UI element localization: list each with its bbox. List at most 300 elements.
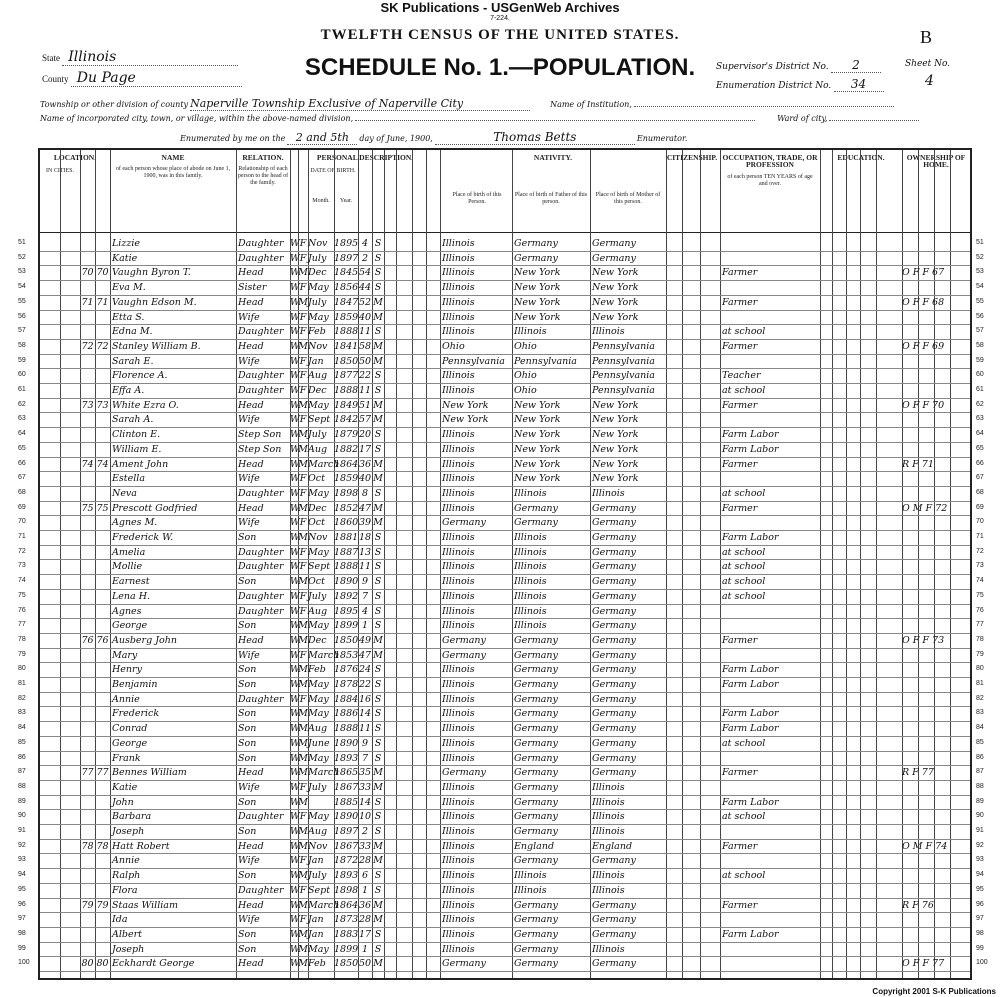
relation-cell: Wife — [238, 311, 260, 323]
enumerated-field — [180, 130, 687, 145]
mother-birthplace-cell: Germany — [592, 737, 636, 749]
relation-cell: Son — [238, 796, 257, 808]
month-cell: March — [308, 899, 340, 911]
marital-cell: S — [374, 928, 382, 940]
col-in-cities: IN CITIES. — [46, 168, 74, 174]
marital-cell: S — [374, 267, 382, 279]
line-number-right: 61 — [976, 386, 984, 393]
name-cell: Frank — [112, 752, 141, 764]
line-number-right: 75 — [976, 591, 984, 599]
line-number: 75 — [18, 591, 26, 599]
sex-cell: F — [299, 693, 307, 705]
relation-cell: Daughter — [238, 884, 284, 896]
marital-cell: M — [373, 517, 383, 529]
col-occupation: OCCUPATION, TRADE, OR PROFESSION — [722, 153, 818, 169]
name-cell: Edna M. — [112, 326, 153, 338]
birthplace-cell: Illinois — [442, 840, 475, 852]
marital-cell: S — [374, 532, 382, 543]
mother-birthplace-cell: New York — [592, 296, 639, 308]
color-cell: W — [290, 576, 300, 588]
birthplace-cell: Illinois — [442, 928, 475, 940]
year-cell: 1883 — [334, 928, 359, 940]
table-row — [40, 487, 970, 500]
month-cell: Oct — [308, 517, 325, 529]
sex-cell: F — [299, 385, 307, 396]
line-number-right: 58 — [976, 341, 984, 349]
family-cell: 72 — [96, 340, 109, 352]
month-cell: July — [308, 252, 327, 264]
age-cell: 7 — [361, 590, 369, 602]
birthplace-cell: Illinois — [442, 708, 475, 720]
relation-cell: Daughter — [238, 252, 284, 264]
sex-cell: M — [298, 899, 308, 911]
sex-cell: M — [298, 458, 308, 470]
color-cell: W — [290, 473, 300, 485]
marital-cell: S — [374, 487, 382, 499]
age-cell: 51 — [358, 399, 372, 411]
line-number-right: 52 — [976, 253, 984, 261]
sex-cell: F — [299, 781, 307, 793]
table-row — [40, 546, 970, 559]
line-number-right: 90 — [976, 812, 984, 820]
ownership-cell: O F F 73 — [902, 634, 945, 646]
line-number-right: 91 — [976, 827, 984, 834]
line-number-right: 59 — [976, 356, 984, 364]
occupation-cell: at school — [722, 737, 766, 749]
copyright-notice: Copyright 2001 S-K Publications — [872, 987, 996, 996]
line-number: 91 — [18, 827, 26, 834]
table-row — [40, 340, 970, 353]
name-cell: Joseph — [112, 943, 145, 955]
year-cell: 1867 — [334, 840, 359, 852]
birthplace-cell: Illinois — [442, 370, 475, 382]
sex-cell: F — [299, 487, 307, 499]
sheet-value: 4 — [925, 73, 934, 89]
sex-cell: F — [299, 649, 307, 661]
name-cell: Staas William — [112, 899, 178, 911]
relation-cell: Son — [238, 928, 257, 940]
occupation-cell: Teacher — [722, 370, 761, 382]
mother-birthplace-cell: Germany — [592, 664, 636, 676]
relation-cell: Head — [238, 634, 264, 646]
age-cell: 1 — [361, 620, 369, 632]
month-cell: May — [308, 679, 329, 690]
mother-birthplace-cell: Germany — [592, 546, 636, 558]
year-cell: 1850 — [334, 958, 359, 970]
age-cell: 17 — [358, 928, 372, 940]
line-number: 84 — [18, 724, 26, 732]
table-row — [40, 296, 970, 309]
year-cell: 1865 — [334, 767, 359, 779]
line-number: 53 — [18, 268, 26, 276]
father-birthplace-cell: Ohio — [514, 385, 537, 396]
line-number-right: 78 — [976, 635, 984, 643]
mother-birthplace-cell: Germany — [592, 723, 636, 735]
mother-birthplace-cell: New York — [592, 443, 639, 455]
name-cell: Ament John — [112, 458, 169, 470]
relation-cell: Step Son — [238, 429, 282, 441]
month-cell: Nov — [308, 532, 328, 543]
sex-cell: F — [299, 238, 307, 249]
table-row — [40, 590, 970, 603]
line-number: 97 — [18, 915, 26, 923]
age-cell: 1 — [361, 884, 369, 896]
color-cell: W — [290, 546, 300, 558]
birthplace-cell: Germany — [442, 634, 486, 646]
marital-cell: M — [373, 958, 383, 970]
col-birth: DATE OF BIRTH. — [310, 168, 356, 174]
ward-label: Ward of city, — [777, 114, 828, 123]
name-cell: Joseph — [112, 826, 145, 837]
marital-cell: S — [374, 943, 382, 955]
marital-cell: S — [374, 605, 382, 617]
father-birthplace-cell: Germany — [514, 928, 558, 940]
line-number: 88 — [18, 782, 26, 790]
occupation-cell: Farmer — [722, 296, 758, 308]
line-number: 96 — [18, 900, 26, 908]
year-cell: 1852 — [334, 502, 359, 514]
year-cell: 1890 — [334, 576, 359, 588]
table-row — [40, 281, 970, 294]
mother-birthplace-cell: Pennsylvania — [592, 340, 655, 352]
month-cell: Aug — [308, 826, 328, 837]
father-birthplace-cell: New York — [514, 267, 561, 279]
month-cell: Aug — [308, 605, 328, 617]
father-birthplace-cell: Germany — [514, 737, 558, 749]
table-row — [40, 943, 970, 956]
table-row — [40, 502, 970, 515]
month-cell: Jan — [308, 855, 324, 867]
table-row — [40, 649, 970, 662]
state-value: Illinois — [62, 49, 238, 66]
table-row — [40, 678, 970, 691]
month-cell: May — [308, 943, 329, 955]
month-cell: March — [308, 767, 340, 779]
mother-birthplace-cell: New York — [592, 473, 639, 485]
birthplace-cell: Illinois — [442, 282, 475, 294]
year-cell: 1879 — [334, 429, 359, 441]
archive-banner — [0, 0, 1000, 23]
table-row — [40, 384, 970, 397]
mother-birthplace-cell: Germany — [592, 502, 636, 514]
mother-birthplace-cell: Illinois — [592, 781, 625, 793]
month-cell: March — [308, 649, 340, 661]
enumerated-day: 2 and 5th — [287, 131, 357, 145]
year-cell: 1893 — [334, 870, 359, 882]
col-month: Month. — [312, 198, 330, 204]
sex-cell: M — [298, 532, 308, 543]
age-cell: 57 — [358, 414, 372, 426]
line-number-right: 72 — [976, 547, 984, 555]
mother-birthplace-cell: Illinois — [592, 326, 625, 338]
father-birthplace-cell: New York — [514, 443, 561, 455]
birthplace-cell: Illinois — [442, 605, 475, 617]
color-cell: W — [290, 355, 300, 367]
age-cell: 7 — [361, 752, 369, 764]
name-cell: George — [112, 620, 148, 632]
publisher-title: SK Publications - USGenWeb Archives — [380, 0, 620, 15]
month-cell: Jan — [308, 355, 324, 367]
sex-cell: M — [298, 679, 308, 690]
name-cell: Ralph — [112, 870, 141, 882]
city-value — [355, 120, 755, 121]
color-cell: W — [290, 282, 300, 294]
mother-birthplace-cell: Illinois — [592, 870, 625, 882]
year-cell: 1898 — [334, 884, 359, 896]
father-birthplace-cell: New York — [514, 311, 561, 323]
father-birthplace-cell: Germany — [514, 767, 558, 779]
age-cell: 50 — [358, 958, 372, 970]
father-birthplace-cell: Pennsylvania — [514, 355, 577, 367]
sex-cell: F — [299, 605, 307, 617]
occupation-cell: Farm Labor — [722, 723, 779, 735]
mother-birthplace-cell: Germany — [592, 855, 636, 867]
sex-cell: M — [298, 958, 308, 970]
father-birthplace-cell: Illinois — [514, 561, 547, 573]
line-number-right: 60 — [976, 371, 984, 379]
ownership-cell: O F F 70 — [902, 399, 945, 411]
birthplace-cell: New York — [442, 414, 489, 426]
schedule-title: SCHEDULE No. 1.—POPULATION. — [304, 54, 696, 81]
sheet-field — [905, 58, 950, 69]
mother-birthplace-cell: Germany — [592, 590, 636, 602]
line-number-right: 71 — [976, 533, 984, 540]
month-cell: Aug — [308, 723, 328, 735]
color-cell: W — [290, 679, 300, 690]
mother-birthplace-cell: Pennsylvania — [592, 385, 655, 396]
state-label: State — [42, 53, 60, 63]
relation-cell: Daughter — [238, 693, 284, 705]
line-number: 74 — [18, 577, 26, 585]
occupation-cell: Farmer — [722, 840, 758, 852]
month-cell: June — [308, 737, 330, 749]
dwelling-cell: 72 — [81, 340, 94, 352]
color-cell: W — [290, 340, 300, 352]
occupation-cell: at school — [722, 576, 766, 588]
occupation-cell: at school — [722, 590, 766, 602]
col-year: Year. — [339, 198, 353, 204]
month-cell: Feb — [308, 326, 326, 338]
institution-label: Name of Institution, — [550, 100, 632, 109]
father-birthplace-cell: Ohio — [514, 340, 537, 352]
col-ownership: OWNERSHIP OF HOME. — [906, 153, 966, 169]
year-cell: 1845 — [334, 267, 359, 279]
mother-birthplace-cell: Germany — [592, 899, 636, 911]
year-cell: 1842 — [334, 414, 359, 426]
table-row — [40, 869, 970, 882]
enumerated-prefix: Enumerated by me on the — [180, 134, 286, 143]
name-cell: Flora — [112, 884, 138, 896]
table-row — [40, 796, 970, 809]
mother-birthplace-cell: Germany — [592, 252, 636, 264]
relation-cell: Head — [238, 267, 264, 279]
month-cell: May — [308, 311, 329, 323]
birthplace-cell: Illinois — [442, 752, 475, 764]
dwelling-cell: 70 — [81, 267, 94, 279]
ownership-cell: O F F 68 — [902, 296, 945, 308]
father-birthplace-cell: Germany — [514, 679, 558, 690]
sex-cell: M — [298, 840, 308, 852]
age-cell: 47 — [358, 649, 372, 661]
relation-cell: Head — [238, 340, 264, 352]
color-cell: W — [290, 752, 300, 764]
marital-cell: M — [373, 414, 383, 426]
relation-cell: Daughter — [238, 326, 284, 338]
census-form — [18, 148, 988, 980]
occupation-cell: Farmer — [722, 267, 758, 279]
father-birthplace-cell: Illinois — [514, 620, 547, 632]
table-row — [40, 325, 970, 338]
county-field — [42, 70, 242, 87]
mother-birthplace-cell: Germany — [592, 767, 636, 779]
color-cell: W — [290, 664, 300, 676]
age-cell: 28 — [358, 914, 372, 926]
name-cell: Agnes — [112, 605, 142, 617]
marital-cell: M — [373, 296, 383, 308]
color-cell: W — [290, 826, 300, 837]
line-number: 70 — [18, 518, 26, 526]
line-number-right: 86 — [976, 753, 984, 761]
line-number: 89 — [18, 797, 26, 805]
father-birthplace-cell: Illinois — [514, 532, 547, 543]
color-cell: W — [290, 238, 300, 249]
table-row — [40, 575, 970, 588]
line-number-right: 73 — [976, 562, 984, 570]
table-row — [40, 531, 970, 544]
father-birthplace-cell: Germany — [514, 664, 558, 676]
col-education: EDUCATION. — [837, 153, 885, 162]
mother-birthplace-cell: New York — [592, 414, 639, 426]
ownership-cell: R F 71 — [902, 458, 934, 470]
color-cell: W — [290, 267, 300, 279]
color-cell: W — [290, 899, 300, 911]
line-number-right: 76 — [976, 606, 984, 614]
father-birthplace-cell: Illinois — [514, 546, 547, 558]
col-pob-person: Place of birth of this Person. — [452, 192, 502, 205]
mother-birthplace-cell: Illinois — [592, 796, 625, 808]
year-cell: 1864 — [334, 899, 359, 911]
col-name-desc: of each person whose place of abode on June 1, 1900, was in this family. — [115, 166, 231, 179]
line-number-right: 67 — [976, 474, 984, 482]
relation-cell: Daughter — [238, 590, 284, 602]
township-field — [40, 97, 894, 111]
relation-cell: Son — [238, 870, 257, 882]
year-cell: 1884 — [334, 693, 359, 705]
month-cell: July — [308, 781, 327, 793]
birthplace-cell: Illinois — [442, 238, 475, 249]
age-cell: 22 — [358, 370, 372, 382]
name-cell: Neva — [112, 487, 137, 499]
color-cell: W — [290, 737, 300, 749]
year-cell: 1887 — [334, 546, 359, 558]
age-cell: 24 — [358, 664, 372, 676]
name-cell: Bennes William — [112, 767, 187, 779]
family-cell: 77 — [96, 767, 109, 779]
age-cell: 10 — [358, 811, 372, 823]
month-cell: Aug — [308, 370, 328, 382]
census-title: TWELFTH CENSUS OF THE UNITED STATES. — [320, 27, 680, 43]
year-cell: 1860 — [334, 517, 359, 529]
month-cell: May — [308, 282, 329, 294]
relation-cell: Son — [238, 620, 257, 632]
birthplace-cell: Illinois — [442, 458, 475, 470]
father-birthplace-cell: Illinois — [514, 590, 547, 602]
sex-cell: M — [298, 796, 308, 808]
month-cell: May — [308, 811, 329, 823]
relation-cell: Daughter — [238, 561, 284, 573]
sex-cell: M — [298, 620, 308, 632]
year-cell: 1873 — [334, 914, 359, 926]
line-number: 69 — [18, 503, 26, 511]
sex-cell: M — [298, 399, 308, 411]
marital-cell: M — [373, 399, 383, 411]
year-cell: 1885 — [334, 796, 359, 808]
birthplace-cell: Germany — [442, 649, 486, 661]
mother-birthplace-cell: Germany — [592, 576, 636, 588]
year-cell: 1864 — [334, 458, 359, 470]
age-cell: 2 — [361, 826, 369, 837]
mother-birthplace-cell: Germany — [592, 752, 636, 764]
name-cell: Stanley William B. — [112, 340, 201, 352]
relation-cell: Wife — [238, 855, 260, 867]
line-number-right: 55 — [976, 297, 984, 305]
birthplace-cell: Illinois — [442, 723, 475, 735]
marital-cell: M — [373, 781, 383, 793]
occupation-cell: Farm Labor — [722, 532, 779, 543]
name-cell: Annie — [112, 855, 140, 867]
marital-cell: S — [374, 561, 382, 573]
occupation-cell: at school — [722, 870, 766, 882]
name-cell: Ida — [112, 914, 128, 926]
marital-cell: S — [374, 811, 382, 823]
table-row — [40, 766, 970, 779]
birthplace-cell: Illinois — [442, 252, 475, 264]
name-cell: Hatt Robert — [112, 840, 170, 852]
year-cell: 1893 — [334, 752, 359, 764]
marital-cell: S — [374, 429, 382, 441]
father-birthplace-cell: Germany — [514, 649, 558, 661]
name-cell: Lizzie — [112, 238, 141, 249]
name-cell: Sarah E. — [112, 355, 154, 367]
color-cell: W — [290, 370, 300, 382]
supervisor-label: Supervisor's District No. — [716, 62, 829, 72]
occupation-cell: Farmer — [722, 458, 758, 470]
birthplace-cell: Illinois — [442, 781, 475, 793]
color-cell: W — [290, 620, 300, 632]
family-cell: 80 — [96, 958, 109, 970]
year-cell: 1881 — [334, 532, 359, 543]
birthplace-cell: Illinois — [442, 590, 475, 602]
occupation-cell: at school — [722, 811, 766, 823]
table-row — [40, 413, 970, 426]
dwelling-cell: 74 — [81, 458, 94, 470]
month-cell: May — [308, 708, 329, 720]
birthplace-cell: Illinois — [442, 679, 475, 690]
dwelling-cell: 80 — [81, 958, 94, 970]
table-row — [40, 899, 970, 912]
dwelling-cell: 75 — [81, 502, 94, 514]
col-pob-father: Place of birth of Father of this person. — [514, 192, 588, 205]
marital-cell: S — [374, 826, 382, 837]
age-cell: 40 — [358, 311, 372, 323]
line-number: 86 — [18, 753, 26, 761]
age-cell: 9 — [361, 576, 369, 588]
month-cell: May — [308, 399, 329, 411]
age-cell: 18 — [358, 532, 372, 543]
color-cell: W — [290, 884, 300, 896]
relation-cell: Head — [238, 899, 264, 911]
line-number: 52 — [18, 253, 26, 261]
